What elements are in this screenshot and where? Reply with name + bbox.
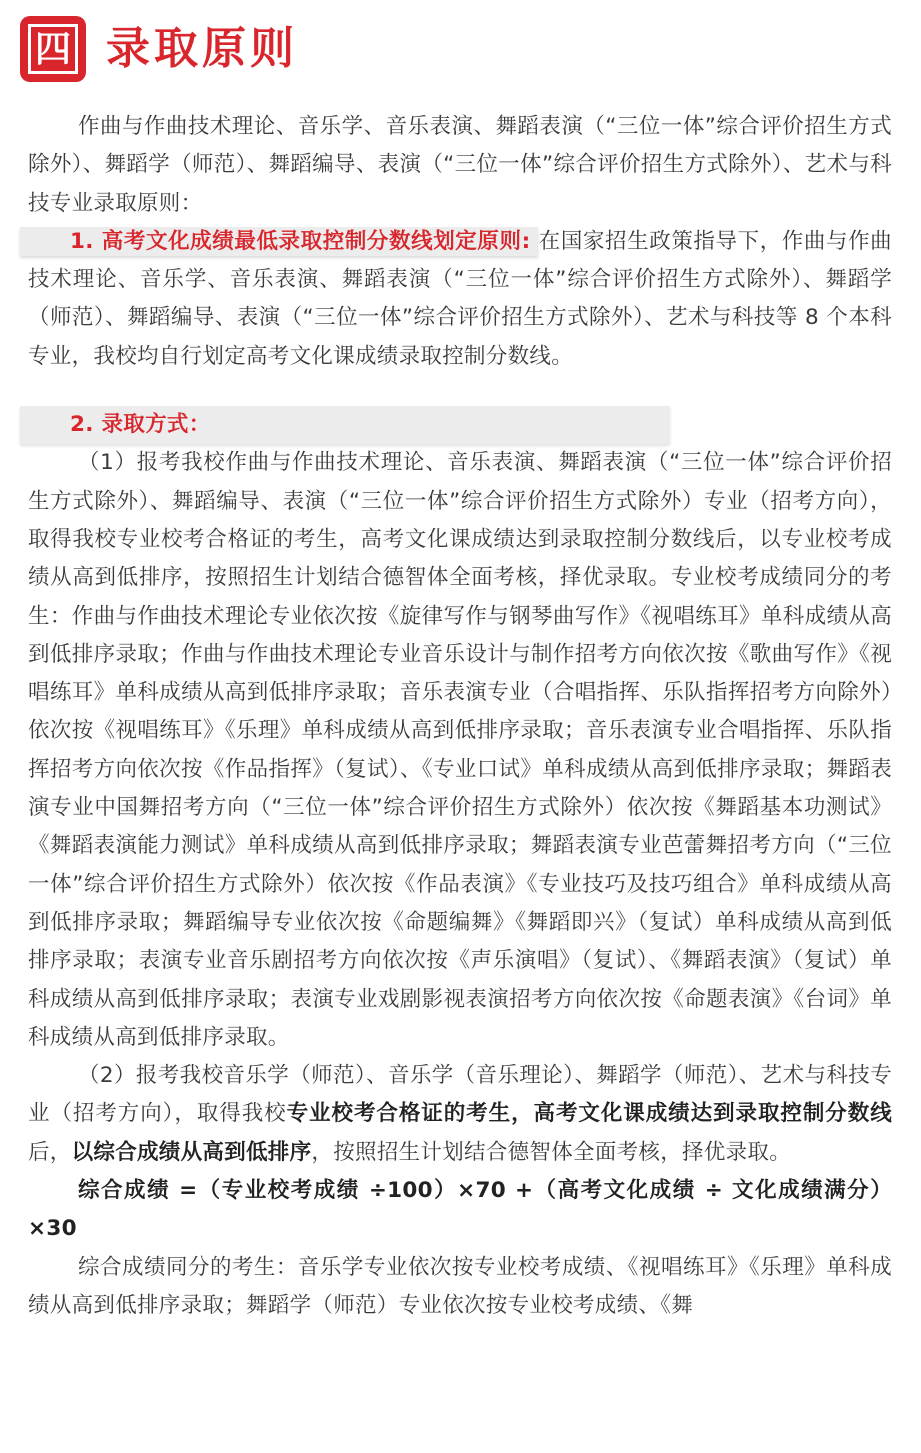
intro-paragraph: 作曲与作曲技术理论、音乐学、音乐表演、舞蹈表演（“三位一体”综合评价招生方式除外）、舞蹈学（师范）、舞蹈编导、表演（“三位一体”综合评价招生方式除外）、艺术与科技专业录取原则： bbox=[28, 114, 892, 216]
item2-text-a: （2）报考我校音乐学（师范）、音乐学（音乐理论）、舞蹈学（师范）、艺术与科技专业（招考方向），取得我校 bbox=[28, 1063, 892, 1127]
section-header bbox=[20, 14, 298, 84]
item2-text-e: ，按照招生计划结合德智体全面考核，择优录取。 bbox=[311, 1139, 792, 1165]
formula-text: 综合成绩 =（专业校考成绩 ÷100）×70 +（高考文化成绩 ÷ 文化成绩满分）×30 bbox=[28, 1178, 892, 1242]
principle1-body: 在国家招生政策指导下，作曲与作曲技术理论、音乐学、音乐表演、舞蹈表演（“三位一体”综合评价招生方式除外）、舞蹈学（师范）、舞蹈编导、表演（“三位一体”综合评价招生方式除外）、艺术与科技等 8 个本科专业，我校均自行划定高考文化课成绩录取控制分数线。 bbox=[28, 228, 892, 369]
admission-item-2 bbox=[28, 1057, 892, 1172]
item2-bold-d: 以综合成绩从高到低排序 bbox=[71, 1139, 312, 1165]
tiebreak-paragraph: 综合成绩同分的考生：音乐学专业依次按专业校考成绩、《视唱练耳》《乐理》单科成绩从高到低排序录取；舞蹈学（师范）专业依次按专业校考成绩、《舞 bbox=[28, 1254, 892, 1318]
principle1-heading: 1. 高考文化成绩最低录取控制分数线划定原则: bbox=[20, 227, 538, 256]
section-number-badge bbox=[20, 16, 86, 82]
item2-bold-b: 专业校考合格证的考生，高考文化课成绩达到录取控制分数线 bbox=[286, 1101, 892, 1127]
document-body bbox=[28, 108, 892, 1325]
section-number: 四 bbox=[28, 24, 78, 74]
principle2-heading: 2. 录取方式： bbox=[20, 406, 670, 444]
principle1-paragraph bbox=[28, 223, 892, 376]
spacer bbox=[28, 376, 892, 406]
section-title: 录取原则 bbox=[106, 23, 298, 74]
score-formula bbox=[28, 1172, 892, 1249]
item2-text-c: 后， bbox=[28, 1139, 72, 1165]
admission-item-1: （1）报考我校作曲与作曲技术理论、音乐表演、舞蹈表演（“三位一体”综合评价招生方式除外）、舞蹈编导、表演（“三位一体”综合评价招生方式除外）专业（招考方向），取得我校专业校考合格证的考生，高考文化课成绩达到录取控制分数线后，以专业校考成绩从高到低排序，按照招生计划结合德智体全面考核，择优录取。专业校考成绩同分的考生：作曲与作曲技术理论专业依次按《旋律写作与钢琴曲写作》《视唱练耳》单科成绩从高到低排序录取；作曲与作曲技术理论专业音乐设计与制作招考方向依次按《歌曲写作》《视唱练耳》单科成绩从高到低排序录取；音乐表演专业（合唱指挥、乐队指挥招考方向除外）依次按《视唱练耳》《乐理》单科成绩从高到低排序录取；音乐表演专业合唱指挥、乐队指挥招考方向依次按《作品指挥》（复试）、《专业口试》单科成绩从高到低排序录取；舞蹈表演专业中国舞招考方向（“三位一体”综合评价招生方式除外）依次按《舞蹈基本功测试》《舞蹈表演能力测试》单科成绩从高到低排序录取；舞蹈表演专业芭蕾舞招考方向（“三位一体”综合评价招生方式除外）依次按《作品表演》《专业技巧及技巧组合》单科成绩从高到低排序录取；舞蹈编导专业依次按《命题编舞》《舞蹈即兴》（复试）单科成绩从高到低排序录取；表演专业音乐剧招考方向依次按《声乐演唱》（复试）、《舞蹈表演》（复试）单科成绩从高到低排序录取；表演专业戏剧影视表演招考方向依次按《命题表演》《台词》单科成绩从高到低排序录取。 bbox=[28, 450, 892, 1050]
